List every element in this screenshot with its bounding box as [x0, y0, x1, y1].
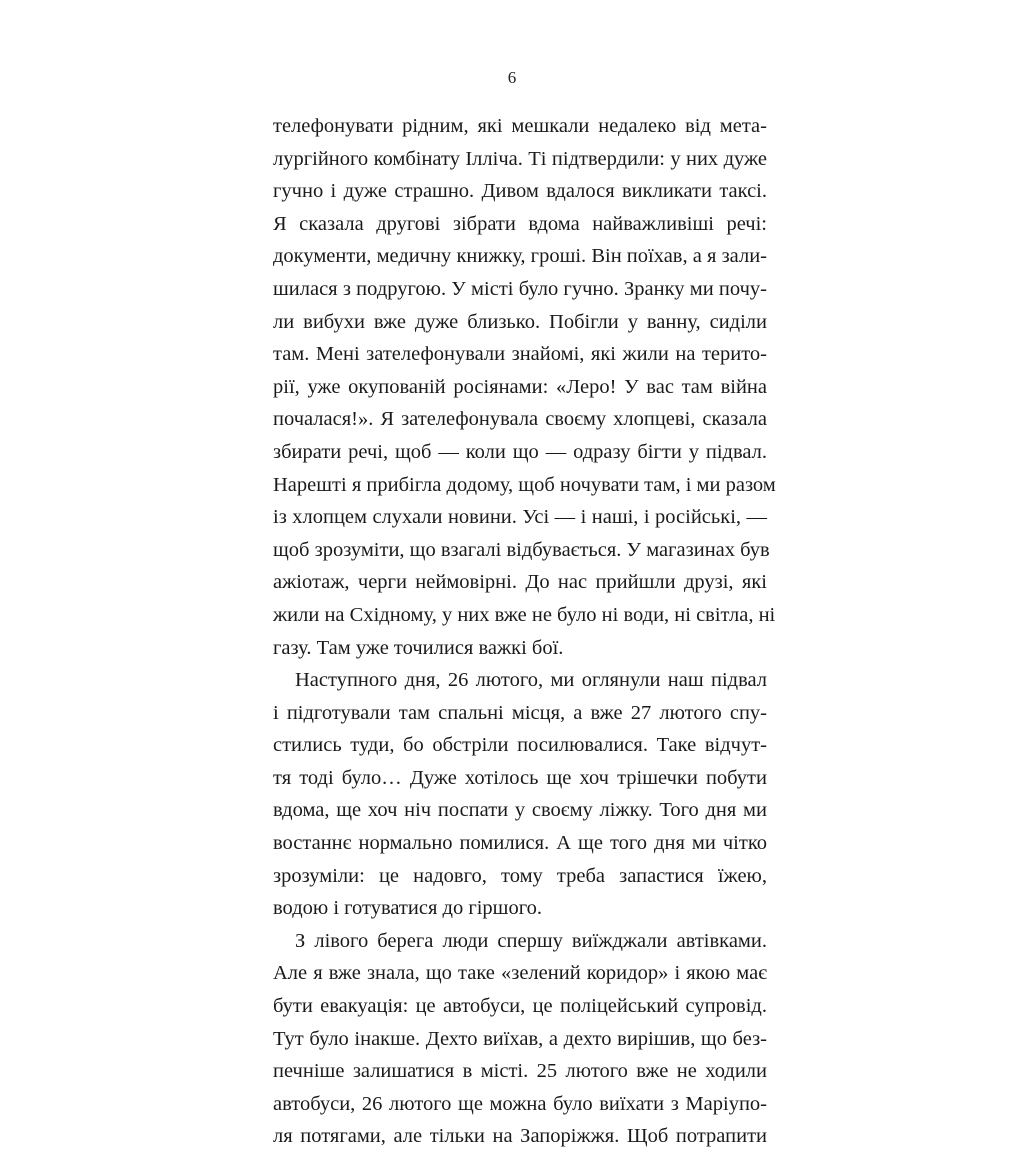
page-number: 6 [507, 68, 517, 87]
text-line: бути евакуація: це автобуси, це поліцейський супровід. [273, 995, 767, 1018]
paragraph-end-line: газу. Там уже точилися важкі бої. [273, 636, 564, 659]
paragraph-start-line: Наступного дня, 26 лютого, ми оглянули наш підвал [295, 669, 767, 692]
text-line: Нарешті я прибігла додому, щоб ночувати там, і ми разом [273, 473, 776, 496]
text-line: востаннє нормально помилися. А ще того дня ми чітко [273, 832, 767, 855]
text-line: почалася!». Я зателефонувала своєму хлопцеві, сказала [273, 408, 767, 431]
text-line: щоб зрозуміти, що взагалі відбувається. У магазинах був [273, 538, 770, 561]
text-line: ли вибухи вже дуже близько. Побігли у ванну, сиділи [273, 310, 767, 333]
text-line: шилася з подругою. У місті було гучно. Зранку ми почу- [273, 277, 767, 300]
text-line: телефонувати рідним, які мешкали недалеко від мета- [273, 115, 767, 137]
text-line: рії, уже окупованій росіянами: «Леро! У вас там війна [273, 375, 767, 398]
text-line: стились туди, бо обстріли посилювалися. Таке відчут- [273, 734, 767, 757]
text-line: із хлопцем слухали новини. Усі — і наші, і російські, — [273, 506, 767, 529]
text-line: вдома, ще хоч ніч поспати у своєму ліжку. Того дня ми [273, 799, 767, 822]
text-line: автобуси, 26 лютого ще можна було виїхати з Маріупо- [273, 1092, 767, 1115]
text-line: Тут було інакше. Дехто виїхав, а дехто вирішив, що без- [273, 1027, 767, 1050]
text-line: гучно і дуже страшно. Дивом вдалося викликати таксі. [273, 180, 767, 203]
text-line: лургійного комбінату Ілліча. Ті підтвердили: у них дуже [273, 147, 767, 170]
text-line: збирати речі, щоб — коли що — одразу бігти у підвал. [273, 440, 767, 463]
text-line: печніше залишатися в місті. 25 лютого вже не ходили [273, 1060, 767, 1083]
body-text [273, 110, 776, 1153]
text-line: ажіотаж, черги неймовірні. До нас прийшли друзі, які [273, 571, 767, 594]
text-line: і підготували там спальні місця, а вже 27 лютого спу- [273, 701, 767, 724]
text-line: Але я вже знала, що таке «зелений коридор» і якою має [273, 962, 767, 985]
text-line: документи, медичну книжку, гроші. Він поїхав, а я зали- [273, 245, 767, 268]
text-line: жили на Східному, у них вже не було ні води, ні світла, ні [273, 603, 776, 626]
text-line: ля потягами, але тільки на Запоріжжя. Щоб потрапити [273, 1125, 767, 1148]
text-line: тя тоді було… Дуже хотілось ще хоч трішечки побути [273, 766, 767, 789]
text-line: зрозуміли: це надовго, тому треба запастися їжею, [273, 864, 767, 887]
text-line: Я сказала другові зібрати вдома найважливіші речі: [273, 212, 767, 235]
paragraph-start-line: З лівого берега люди спершу виїжджали автівками. [295, 929, 767, 952]
text-line: там. Мені зателефонували знайомі, які жили на терито- [273, 343, 767, 366]
paragraph-end-line: водою і готуватися до гіршого. [273, 897, 542, 920]
